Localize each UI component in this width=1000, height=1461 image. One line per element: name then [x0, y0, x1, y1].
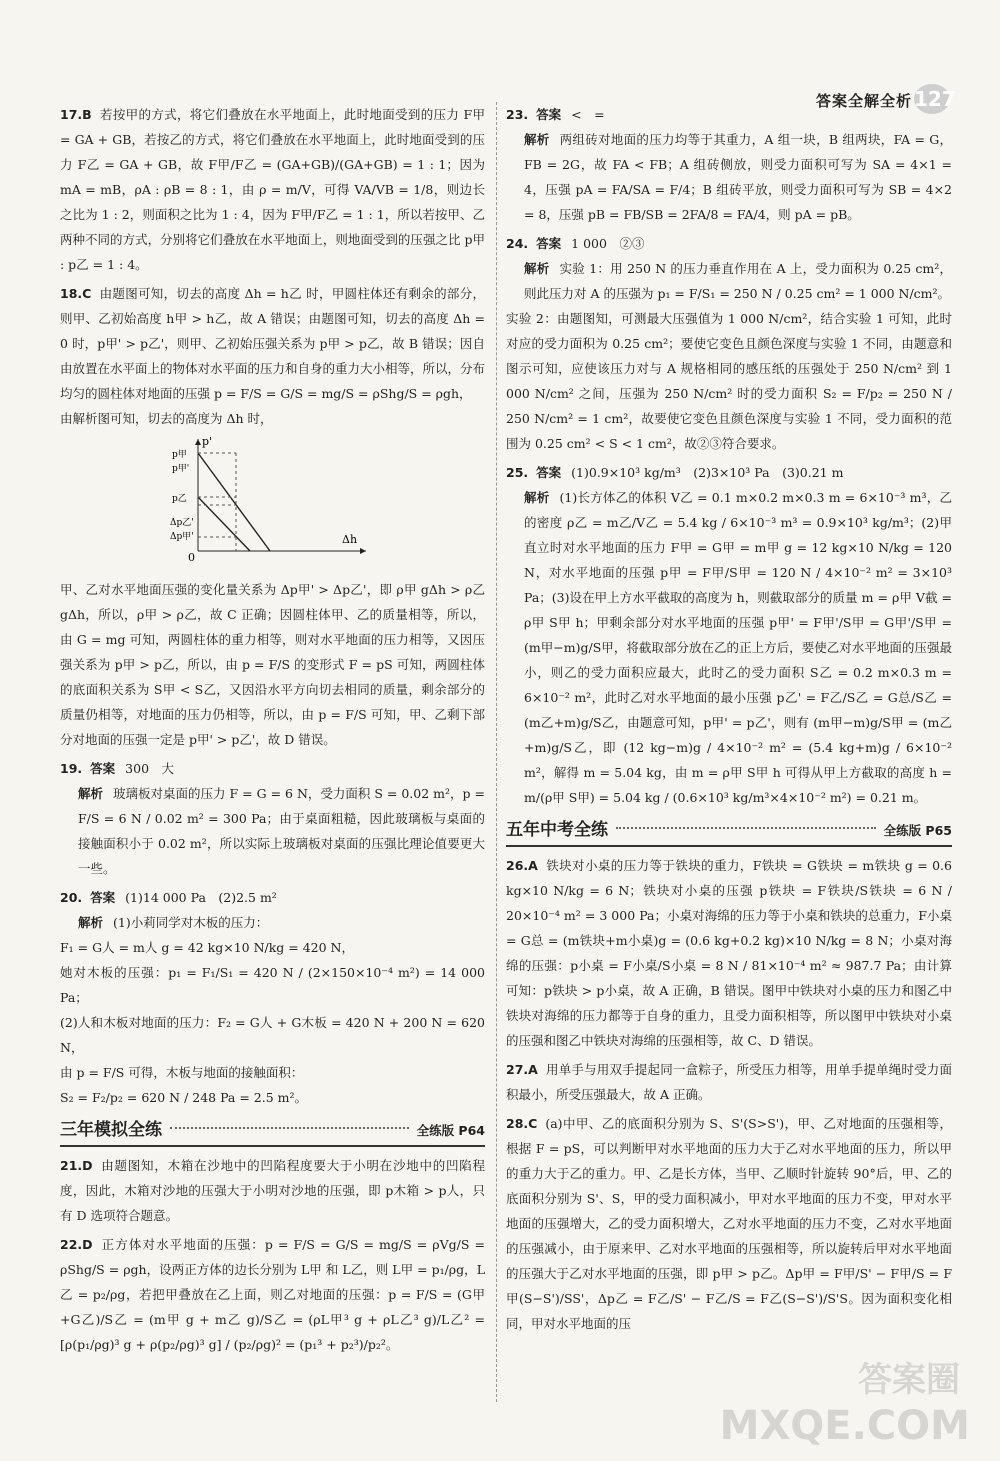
section-divider: [616, 827, 876, 829]
question-text: 由题图知，木箱在沙地中的凹陷程度要大于小明在沙地中的凹陷程度，因此，木箱对沙地的压强大于小明对沙地的压强，即 p木箱 > p人，只有 D 选项符合题意。: [60, 1158, 485, 1223]
analysis-line: F₁ = G人 = m人 g = 42 kg×10 N/kg = 420 N，: [60, 940, 354, 955]
graph-label: p甲: [172, 450, 187, 460]
header-title: 答案全解全析: [815, 92, 912, 110]
question-22: [60, 1232, 485, 1357]
question-number: 25.: [506, 465, 529, 480]
analysis-text: 两组砖对地面的压力均等于其重力，A 组一块，B 组两块，FA = G，FB = 2G，故 FA < FB；A 组砖侧放，则受力面积可写为 SA = 4×1 = 4，压强 pA = FA/SA = F/4；B 组砖平放，则受力面积可写为 SB = 4×2 = 8，压强 pB = FB/SB = 2FA/8 = FA/4，则 pA = pB。: [524, 132, 952, 222]
answer-tag: 答案: [90, 761, 116, 776]
question-number: 23.: [506, 107, 529, 122]
analysis-tag: 解析: [524, 261, 550, 276]
page-header: [0, 0, 1000, 110]
analysis-text-continued: 实验 2：由题图知，可测最大压强值为 1 000 N/cm²，结合实验 1 可知，此时对应的受力面积为 0.25 cm²；要使它变色且颜色深度与实验 1 不同，由题意和图示可知，应使该压力对与 A 规格相同的感压纸的压强处于 250 N/cm² 到 1 000 N/cm² 之间，压强为 250 N/cm² 时的受力面积 S₂ = F/p₂ = 250 N / 250 N/cm² = 1 cm²，故要使它变色且颜色深度与实验 1 不同，受力面积的范围为 0.25 cm² < S < 1 cm²，故②③符合要求。: [506, 311, 952, 451]
question-text: 用单手与用双手提起同一盒粽子，所受压力相等，用单手提单绳时受力面积最小，所受压强最大，故 A 正确。: [506, 1062, 952, 1102]
question-text: (a)中甲、乙的底面积分别为 S、S'(S>S')，甲、乙对地面的压强相等，根据 F = pS，可以判断甲对水平地面的压力大于乙对水平地面的压力，所以甲的重力大于乙的重力。甲、乙是长方体，当甲、乙顺时针旋转 90°后，甲、乙的底面积分别为 S'、S，甲的受力面积减小，甲对水平地面的压力不变，甲对水平地面的压强增大，乙的受力面积增大，乙对水平地面的压力不变，乙对水平地面的压强减小，由于原来甲、乙对水平地面的压强相等，所以旋转后甲对水平地面的压强大于乙对水平地面的压强，即 p甲 > p乙。Δp甲 = F甲/S' − F甲/S = F甲(S−S')/SS'，Δp乙 = F乙/S' − F乙/S = F乙(S−S')/S'S。因为面积变化相同，甲对水平地面的压: [506, 1116, 952, 1331]
x-axis-label: Δh: [342, 533, 358, 546]
analysis-tag: 解析: [524, 132, 550, 147]
question-27: [506, 1057, 952, 1107]
graph-label: Δp甲': [170, 532, 194, 542]
question-20: [60, 885, 485, 1110]
question-26: [506, 853, 952, 1053]
section-reference: 全练版 P65: [883, 823, 952, 838]
question-24: [506, 231, 952, 456]
left-column: [60, 102, 485, 1361]
answer-text: 300 大: [125, 761, 175, 776]
question-number: 19.: [60, 761, 83, 776]
question-text-continued: 甲、乙对水平地面压强的变化量关系为 Δp甲' > Δp乙'，即 ρ甲 gΔh > ρ乙 gΔh，所以，ρ甲 > ρ乙，故 C 正确；因圆柱体甲、乙的质量相等，所以，由 G = mg 可知，两圆柱体的重力相等，则对水平地面的压力相等，又因压强关系为 p甲 > p乙，所以，由 p = F/S 的变形式 F = pS 可知，两圆柱体的底面积关系为 S甲 < S乙，又因沿水平方向切去相同的质量，剩余部分的质量仍相等，对地面的压力仍相等，所以，由 p = F/S 可知，甲、乙剩下部分对地面的压强一定是 p甲' > p乙'，故 D 错误。: [60, 582, 485, 747]
analysis-text: 玻璃板对桌面的压力 F = G = 6 N，受力面积 S = 0.02 m²，p = F/S = 6 N / 0.02 m² = 300 Pa；由于桌面粗糙，因此玻璃板与桌面的接触面积小于 0.02 m²，所以实际上玻璃板对桌面的压强比理论值要更大一些。: [78, 786, 485, 876]
answer-tag: 答案: [536, 465, 562, 480]
analysis-line: (2)人和木板对地面的压力：F₂ = G人 + G木板 = 420 N + 200 N = 620 N，: [60, 1015, 485, 1055]
question-23: [506, 102, 952, 227]
question-21: [60, 1153, 485, 1228]
right-column: [506, 102, 952, 1340]
graph-intro: 由解析图可知，切去的高度为 Δh 时，: [60, 411, 273, 426]
question-text: 由题图可知，切去的高度 Δh = h乙 时，甲圆柱体还有剩余的部分，则甲、乙初始高度 h甲 > h乙，故 A 错误；由题图可知，切去的高度 Δh = 0 时，p甲' > p乙'，则甲、乙初始压强关系为 p甲 > p乙，故 B 错误；因自由放置在水平面上的物体对水平面的压力和自身的重力大小相等，所以，分布均匀的圆柱体对地面的压强 p = F/S = G/S = mg/S = ρShg/S = ρgh，: [60, 286, 486, 401]
section-title: 三年模拟全练: [60, 1120, 162, 1140]
analysis-line: (1)小莉同学对木板的压力：: [113, 915, 269, 930]
question-25: [506, 460, 952, 810]
analysis-text: (1)长方体乙的体积 V乙 = 0.1 m×0.2 m×0.3 m = 6×10⁻³ m³，乙的密度 ρ乙 = m乙/V乙 = 5.4 kg / 6×10⁻³ m³ = 0.9×10³ kg/m³；(2)甲直立时对水平地面的压力 F甲 = G甲 = m甲 g = 12 kg×10 N/kg = 120 N，对水平地面的压强 p甲 = F甲/S甲 = 120 N / 4×10⁻² m² = 3×10³ Pa；(3)设在甲上方水平截取的高度为 h，则截取部分的质量 m = ρ甲 V截 = ρ甲 S甲 h；甲剩余部分对水平地面的压强 p甲' = F甲'/S甲 = G甲'/S甲 = (m甲−m)g/S甲，将截取部分放在乙的正上方后，要使乙对水平地面的压强最小，则乙的受力面积应最大，此时乙的受力面积 S乙 = 0.2 m×0.3 m = 6×10⁻² m²，此时乙对水平地面的最小压强 p乙' = F乙/S乙 = G总/S乙 = (m乙+m)g/S乙，由题意可知，p甲' = p乙'，则有 (m甲−m)g/S甲 = (m乙+m)g/S乙，即 (12 kg−m)g / 4×10⁻² m² = (5.4 kg+m)g / 6×10⁻² m²，解得 m = 5.04 kg，由 m = ρ甲 S甲 h 可得从甲上方截取的高度 h = m/(ρ甲 S甲) = 5.04 kg / (0.6×10³ kg/m³×4×10⁻² m²) = 0.21 m。: [524, 490, 952, 805]
line-jia: [198, 453, 270, 551]
answer-tag: 答案: [90, 890, 116, 905]
question-number: 28.C: [506, 1116, 538, 1131]
analysis-line: S₂ = F₂/p₂ = 620 N / 248 Pa = 2.5 m²。: [60, 1090, 308, 1105]
question-text: 正方体对水平地面的压强：p = F/S = G/S = mg/S = ρVg/S = ρShg/S = ρgh，设两正方体的边长分别为 L甲 和 L乙，则 L甲 = p₁/ρg，L乙 = p₂/ρg，若把甲叠放在乙上面，则乙对地面的压强：p = F/S = (G甲+G乙)/S乙 = (m甲 g + m乙 g)/S乙 = (ρL甲³ g + ρL乙³ g)/L乙² = [ρ(p₁/ρg)³ g + ρ(p₂/ρg)³ g] / (p₂/ρg)² = (p₁³ + p₂³)/p₂²。: [60, 1237, 485, 1352]
section-reference: 全练版 P64: [416, 1123, 485, 1138]
analysis-line: 她对木板的压强：p₁ = F₁/S₁ = 420 N / (2×150×10⁻⁴ m²) = 14 000 Pa；: [60, 965, 485, 1005]
question-number: 24.: [506, 236, 529, 251]
analysis-text: 实验 1：用 250 N 的压力垂直作用在 A 上，受力面积为 0.25 cm²，则此压力对 A 的压强为 p₁ = F/S₁ = 250 N / 0.25 cm² = 1 000 N/cm²。: [524, 261, 952, 301]
answer-tag: 答案: [536, 107, 562, 122]
question-18: [60, 281, 485, 752]
analysis-tag: 解析: [78, 786, 104, 801]
question-text: 铁块对小桌的压力等于铁块的重力，F铁块 = G铁块 = m铁块 g = 0.6 kg×10 N/kg = 6 N；铁块对小桌的压强 p铁块 = F铁块/S铁块 = 6 N / 20×10⁻⁴ m² = 3 000 Pa；小桌对海绵的压力等于小桌和铁块的总重力，F小桌 = G总 = (m铁块+m小桌)g = (0.6 kg+0.2 kg)×10 N/kg = 8 N；小桌对海绵的压强：p小桌 = F小桌/S小桌 = 8 N / 81×10⁻⁴ m² ≈ 987.7 Pa；由计算可知：p铁块 > p小桌，故 A 正确，B 错误。图甲中铁块对小桌的压力和图乙中铁块对海绵的压力都等于自身的重力，且受力面积相等，所以图甲中铁块对小桌的压强和图乙中铁块对海绵的压强相等，故 C、D 错误。: [506, 858, 952, 1048]
question-number: 26.A: [506, 858, 538, 873]
analysis-tag: 解析: [524, 490, 550, 505]
answer-text: (1)14 000 Pa (2)2.5 m²: [125, 890, 277, 905]
graph-label: p甲': [172, 464, 190, 474]
origin-label: 0: [188, 551, 195, 563]
graph-label: Δp乙': [170, 518, 194, 528]
question-17: [60, 102, 485, 277]
y-axis-label: p': [202, 435, 213, 448]
question-number: 18.C: [60, 286, 92, 301]
question-text: 若按甲的方式，将它们叠放在水平地面上，此时地面受到的压力 F甲 = GA + GB，若按乙的方式，将它们叠放在水平地面上，此时地面受到的压力 F乙 = GA + GB，故 F甲/F乙 = (GA+GB)/(GA+GB) = 1 : 1；因为 mA = mB，ρA : ρB = 8 : 1，由 ρ = m/V，可得 VA/VB = 1/8，则边长之比为 1 : 2，则面积之比为 1 : 4，因为 F甲/F乙 = 1 : 1，所以若按甲、乙两种不同的方式，分别将它们叠放在水平地面上，则地面受到的压强之比 p甲 : p乙 = 1 : 4。: [60, 107, 485, 272]
question-28: [506, 1111, 952, 1336]
section-header: [506, 818, 952, 847]
question-number: 17.B: [60, 107, 92, 122]
answer-text: (1)0.9×10³ kg/m³ (2)3×10³ Pa (3)0.21 m: [571, 465, 844, 480]
watermark: MXQE.COM: [719, 1403, 970, 1449]
analysis-line: 由 p = F/S 可得，木板与地面的接触面积：: [60, 1065, 304, 1080]
answer-text: < =: [571, 107, 605, 122]
page-number: 127: [914, 84, 950, 114]
watermark-logo-text: 答案圈: [858, 1360, 960, 1400]
section-header: [60, 1118, 485, 1147]
section-divider: [170, 1127, 409, 1129]
section-title: 五年中考全练: [506, 820, 608, 840]
question-number: 22.D: [60, 1237, 93, 1252]
answer-text: 1 000 ②③: [571, 236, 645, 251]
question-number: 27.A: [506, 1062, 538, 1077]
analysis-tag: 解析: [78, 915, 104, 930]
pressure-height-graph: [170, 435, 370, 563]
question-number: 21.D: [60, 1158, 93, 1173]
graph-label: p乙: [172, 494, 187, 504]
question-number: 20.: [60, 890, 83, 905]
question-19: [60, 756, 485, 881]
answer-tag: 答案: [536, 236, 562, 251]
